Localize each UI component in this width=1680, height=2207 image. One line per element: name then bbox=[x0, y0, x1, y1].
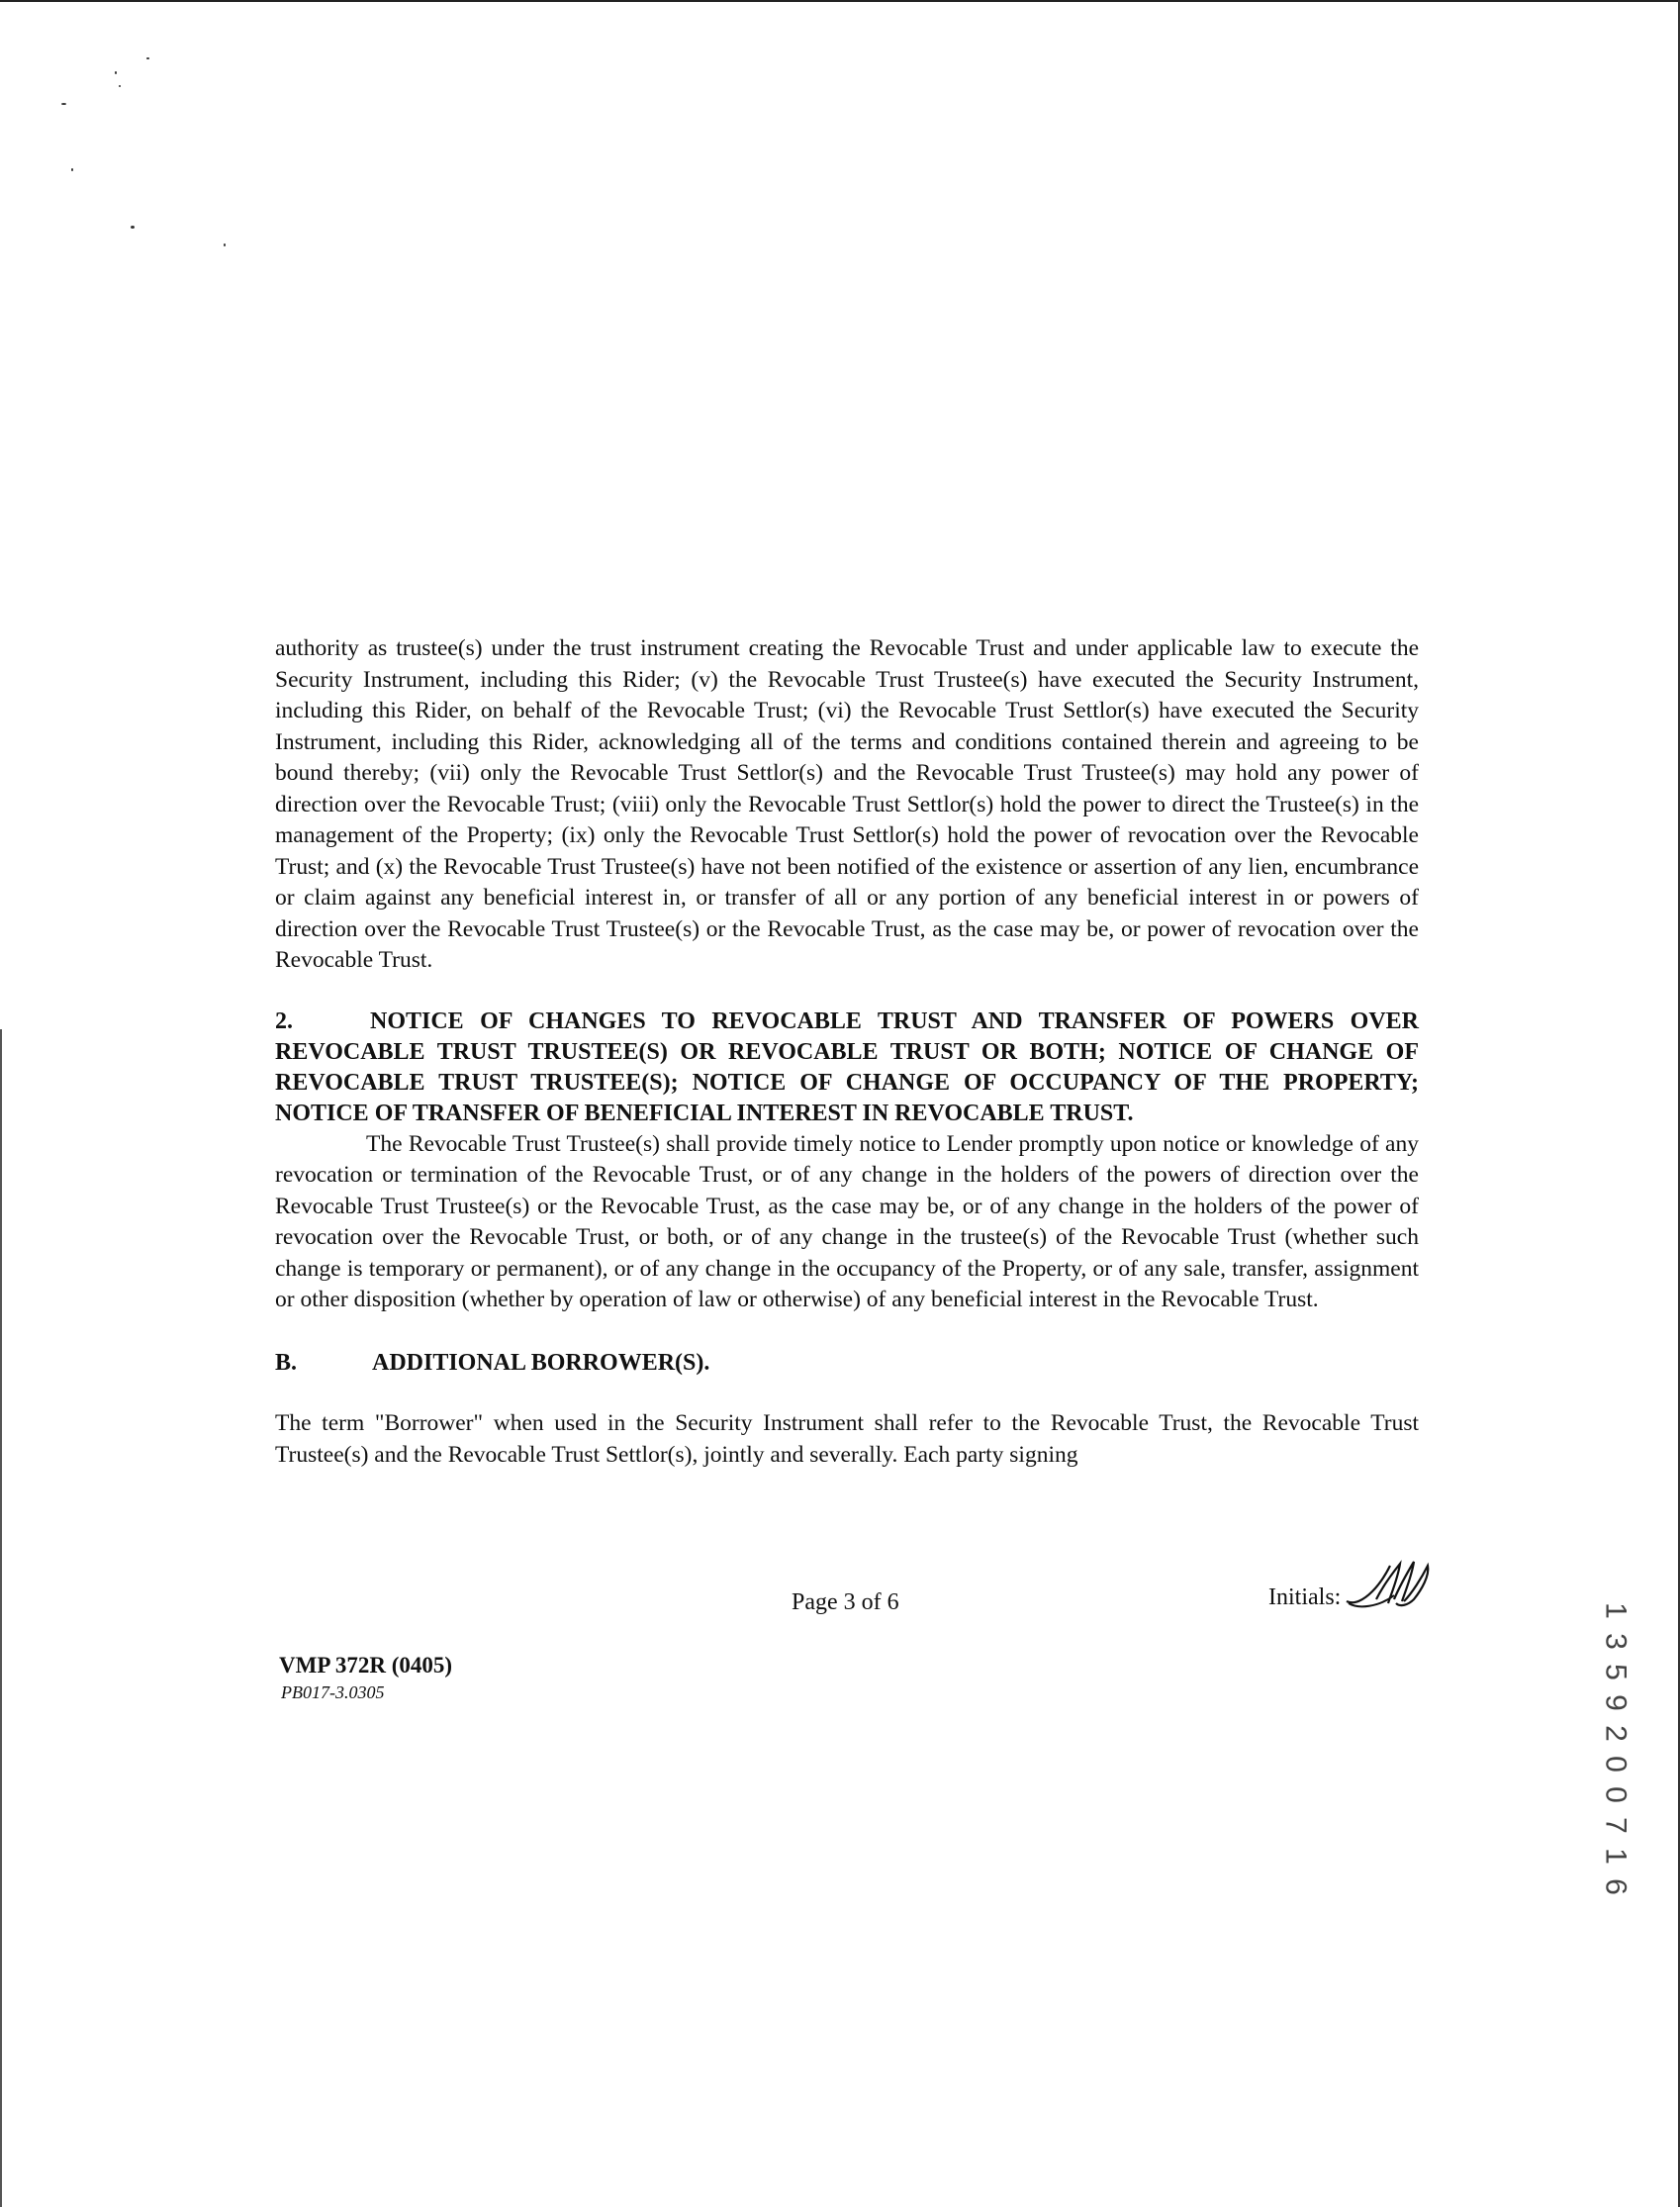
scan-speck bbox=[115, 71, 117, 74]
subsection-heading bbox=[275, 1348, 1419, 1380]
stamp-digit: 0 bbox=[1599, 1786, 1633, 1803]
scan-speck bbox=[71, 168, 73, 171]
stamp-digit: 5 bbox=[1599, 1664, 1633, 1680]
scan-edge-top bbox=[0, 0, 1680, 2]
scan-speck bbox=[131, 226, 135, 229]
stamp-digit: 0 bbox=[1599, 1756, 1633, 1773]
scan-speck bbox=[61, 103, 66, 105]
stamp-digit: 6 bbox=[1599, 1878, 1633, 1895]
section-body: The Revocable Trust Trustee(s) shall provide timely notice to Lender promptly upon notice or knowledge of any revocation or termination of the Revocable Trust, or of any change in the holders of the powers of direction over the Revocable Trust Trustee(s) or the Revocable Trust, as the case may be, or of any change in the holders of the power of revocation over the Revocable Trust, or both, or of any change in the trustee(s) of the Revocable Trust (whether such change is temporary or permanent), or of any change in the occupancy of the Property, or of any sale, transfer, assignment or other disposition (whether by operation of law or otherwise) of any beneficial interest in the Revocable Trust. bbox=[275, 1130, 1419, 1312]
handwritten-initials-signature bbox=[1343, 1556, 1434, 1611]
section-title: NOTICE OF CHANGES TO REVOCABLE TRUST AND TRANSFER OF POWERS OVER REVOCABLE TRUST TRUSTEE(S) OR REVOCABLE TRUST OR BOTH; NOTICE OF CHANGE OF REVOCABLE TRUST TRUSTEE(S); NOTICE OF CHANGE OF OCCUPANCY OF THE PROPERTY; NOTICE OF TRANSFER OF BENEFICIAL INTEREST IN REVOCABLE TRUST. bbox=[275, 1008, 1419, 1126]
subsection-number: B. bbox=[275, 1349, 298, 1376]
section-heading bbox=[275, 1007, 1419, 1129]
stamp-digit: 7 bbox=[1599, 1817, 1633, 1834]
subsection-title: ADDITIONAL BORROWER(S). bbox=[372, 1349, 710, 1376]
stamp-digit: 9 bbox=[1599, 1694, 1633, 1711]
stamp-digit: 1 bbox=[1599, 1848, 1633, 1865]
section-number: 2. bbox=[275, 1008, 293, 1034]
initials-label: Initials: bbox=[1268, 1584, 1342, 1610]
stamp-digit: 1 bbox=[1599, 1602, 1633, 1619]
scan-speck bbox=[224, 243, 226, 246]
continuation-paragraph: authority as trustee(s) under the trust instrument creating the Revocable Trust and under applicable law to execute the Security Instrument, including this Rider; (v) the Revocable Trust Trustee(s) have executed the Security Instrument, including this Rider, on behalf of the Revocable Trust; (vi) the Revocable Trust Settlor(s) have executed the Security Instrument, including this Rider, acknowledging all of the terms and conditions contained therein and agreeing to be bound thereby; (vii) only the Revocable Trust Settlor(s) and the Revocable Trust Trustee(s) may hold any power of direction over the Revocable Trust; (viii) only the Revocable Trust Settlor(s) hold the power to direct the Trustee(s) in the management of the Property; (ix) only the Revocable Trust Settlor(s) hold the power of revocation over the Revocable Trust; and (x) the Revocable Trust Trustee(s) have not been notified of the existence or assertion of any lien, encumbrance or claim against any beneficial interest in, or transfer of all or any portion of any beneficial interest in or powers of direction over the Revocable Trust Trustee(s) or the Revocable Trust, as the case may be, or power of revocation over the Revocable Trust. bbox=[275, 635, 1419, 973]
scan-speck bbox=[119, 85, 121, 87]
subsection-body: The term "Borrower" when used in the Security Instrument shall refer to the Revocable Trust, the Revocable Trust Trustee(s) and the Revocable Trust Settlor(s), jointly and severally. Each party signing bbox=[275, 1410, 1419, 1468]
document-body bbox=[275, 633, 1419, 1471]
stamp-digit: 3 bbox=[1599, 1633, 1633, 1650]
initials-field bbox=[1268, 1583, 1434, 1611]
form-subcode: PB017-3.0305 bbox=[281, 1682, 385, 1702]
document-id-stamp bbox=[1601, 1595, 1640, 1902]
scan-edge-left bbox=[0, 1029, 2, 2207]
stamp-digit: 2 bbox=[1599, 1725, 1633, 1742]
scan-speck bbox=[146, 57, 149, 59]
page-number: Page 3 of 6 bbox=[792, 1589, 899, 1615]
form-code: VMP 372R (0405) bbox=[279, 1653, 453, 1678]
